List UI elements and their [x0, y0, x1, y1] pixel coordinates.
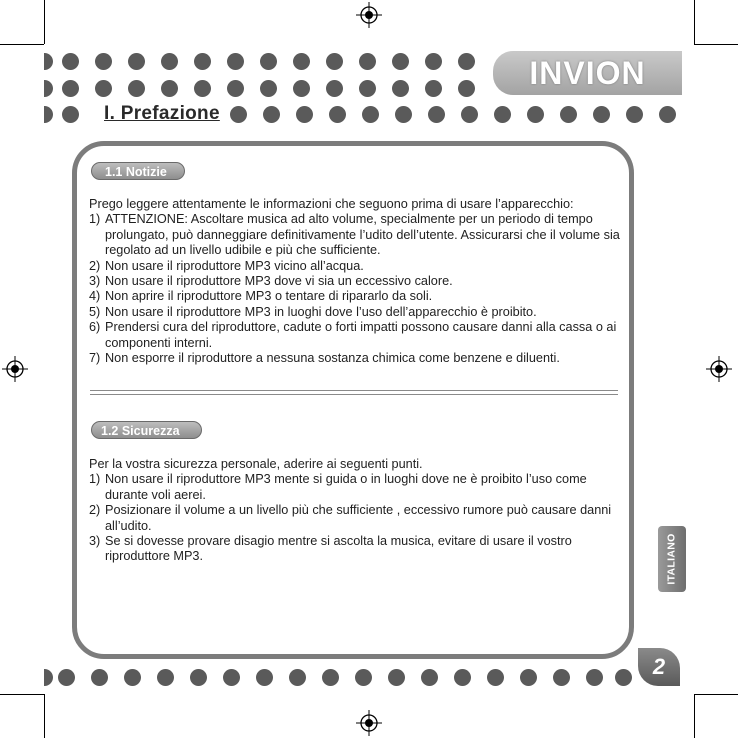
- item-number: 2): [89, 258, 101, 273]
- item-text: Non aprire il riproduttore MP3 o tentare di ripararlo da soli.: [105, 289, 433, 304]
- item-text: Non usare il riproduttore MP3 mente si guida o in luoghi dove ne è proibito l’uso come durante voli aerei.: [105, 472, 587, 502]
- decor-dot: [359, 53, 376, 70]
- sicurezza-intro: Per la vostra sicurezza personale, aderire ai seguenti punti.: [89, 457, 423, 471]
- decor-dot: [161, 80, 178, 97]
- decor-dot: [388, 669, 405, 686]
- decor-dot: [128, 53, 145, 70]
- item-number: 1): [89, 212, 101, 227]
- item-text: Prendersi cura del riproduttore, cadute o forti impatti possono causare danni alla cassa o ai componenti interni.: [105, 320, 617, 350]
- decor-dot: [227, 53, 244, 70]
- sicurezza-body: [89, 457, 621, 565]
- decor-dot: [615, 669, 632, 686]
- decor-dot: [223, 669, 240, 686]
- decor-dot: [392, 53, 409, 70]
- crop-mark: [44, 694, 45, 738]
- notizie-intro: Prego leggere attentamente le informazioni che seguono prima di usare l’apparecchio:: [89, 197, 574, 211]
- language-tab: [658, 526, 686, 592]
- decor-dot: [44, 80, 53, 97]
- item-number: 3): [89, 534, 101, 549]
- sicurezza-item: [89, 472, 621, 503]
- decor-dot: [161, 53, 178, 70]
- item-text: Non usare il riproduttore MP3 in luoghi dove l’uso dell’apparecchio è proibito.: [105, 304, 537, 319]
- decor-dot: [586, 669, 603, 686]
- item-text: Non esporre il riproduttore a nessuna sostanza chimica come benzene e diluenti.: [105, 351, 560, 366]
- decor-dot: [124, 669, 141, 686]
- item-number: 1): [89, 472, 101, 487]
- decor-dot: [230, 106, 247, 123]
- item-number: 5): [89, 304, 101, 319]
- decor-dot: [362, 106, 379, 123]
- decor-dot: [260, 53, 277, 70]
- registration-mark-icon: [356, 710, 382, 736]
- brand-logo-text: INVION: [529, 54, 646, 91]
- decor-dot: [62, 53, 79, 70]
- crop-mark: [44, 0, 45, 44]
- decor-dot: [359, 80, 376, 97]
- decor-dot: [553, 669, 570, 686]
- sicurezza-label: 1.2 Sicurezza: [91, 421, 202, 439]
- decor-dot: [494, 106, 511, 123]
- brand-logo: [493, 51, 682, 95]
- decor-dot: [428, 106, 445, 123]
- crop-mark: [0, 44, 44, 45]
- decor-dot: [62, 106, 79, 123]
- page-number: 2: [638, 648, 680, 686]
- item-number: 7): [89, 351, 101, 366]
- decor-dot: [458, 53, 475, 70]
- item-number: 4): [89, 289, 101, 304]
- sicurezza-item: [89, 534, 621, 565]
- notizie-item: [89, 320, 621, 351]
- registration-mark-icon: [2, 356, 28, 382]
- decor-dot: [355, 669, 372, 686]
- item-number: 6): [89, 320, 101, 335]
- decor-dot: [425, 53, 442, 70]
- decor-dot: [263, 106, 280, 123]
- item-text: Non usare il riproduttore MP3 dove vi sia un eccessivo calore.: [105, 274, 453, 289]
- notizie-item: [89, 274, 621, 289]
- decor-dot: [329, 106, 346, 123]
- decor-dot: [194, 53, 211, 70]
- decor-dot: [95, 53, 112, 70]
- item-text: Se si dovesse provare disagio mentre si ascolta la musica, evitare di usare il vostro riproduttore MP3.: [105, 534, 572, 564]
- decor-dot: [44, 669, 53, 686]
- notizie-item: [89, 305, 621, 320]
- decor-dot: [461, 106, 478, 123]
- decor-dot: [44, 106, 53, 123]
- decor-dot: [95, 80, 112, 97]
- decor-dot: [458, 80, 475, 97]
- decor-dot: [392, 80, 409, 97]
- section-divider: [90, 390, 618, 391]
- notizie-item: [89, 289, 621, 304]
- decor-dot: [520, 669, 537, 686]
- decor-dot: [425, 80, 442, 97]
- decor-dot: [593, 106, 610, 123]
- decor-dot: [454, 669, 471, 686]
- decor-dot: [293, 80, 310, 97]
- crop-mark: [694, 44, 738, 45]
- decor-dot: [293, 53, 310, 70]
- decor-dot: [326, 53, 343, 70]
- sicurezza-item: [89, 503, 621, 534]
- decor-dot: [289, 669, 306, 686]
- decor-dot: [487, 669, 504, 686]
- crop-mark: [694, 0, 695, 44]
- decor-dot: [256, 669, 273, 686]
- item-text: ATTENZIONE: Ascoltare musica ad alto volume, specialmente per un periodo di tempo prolungato, può danneggiare definitivamente l’udito dell’utente. Assicurarsi che il volume sia regolato ad un livello udibile e più che sufficiente.: [105, 212, 620, 258]
- decor-dot: [128, 80, 145, 97]
- decor-dot: [157, 669, 174, 686]
- notizie-item: [89, 259, 621, 274]
- crop-mark: [0, 694, 44, 695]
- registration-mark-icon: [356, 2, 382, 28]
- decor-dot: [58, 669, 75, 686]
- decor-dot: [62, 80, 79, 97]
- decor-dot: [194, 80, 211, 97]
- decor-dot: [560, 106, 577, 123]
- registration-mark-icon: [706, 356, 732, 382]
- decor-dot: [190, 669, 207, 686]
- decor-dot: [527, 106, 544, 123]
- decor-dot: [322, 669, 339, 686]
- crop-mark: [694, 694, 695, 738]
- crop-mark: [694, 694, 738, 695]
- notizie-item: [89, 351, 621, 366]
- item-text: Non usare il riproduttore MP3 vicino all’acqua.: [105, 258, 364, 273]
- notizie-label: 1.1 Notizie: [91, 162, 185, 180]
- decor-dot: [91, 669, 108, 686]
- decor-dot: [227, 80, 244, 97]
- item-text: Posizionare il volume a un livello più che sufficiente , eccessivo rumore può causare danni all’udito.: [105, 503, 612, 533]
- decor-dot: [659, 106, 676, 123]
- decor-dot: [296, 106, 313, 123]
- item-number: 2): [89, 503, 101, 518]
- decor-dot: [260, 80, 277, 97]
- notizie-item: [89, 212, 621, 258]
- language-tab-label: ITALIANO: [666, 533, 679, 585]
- section-divider: [90, 394, 618, 395]
- decor-dot: [421, 669, 438, 686]
- decor-dot: [626, 106, 643, 123]
- decor-dot: [44, 53, 53, 70]
- decor-dot: [395, 106, 412, 123]
- item-number: 3): [89, 274, 101, 289]
- section-title: I. Prefazione: [100, 102, 224, 126]
- notizie-body: [89, 197, 621, 366]
- decor-dot: [326, 80, 343, 97]
